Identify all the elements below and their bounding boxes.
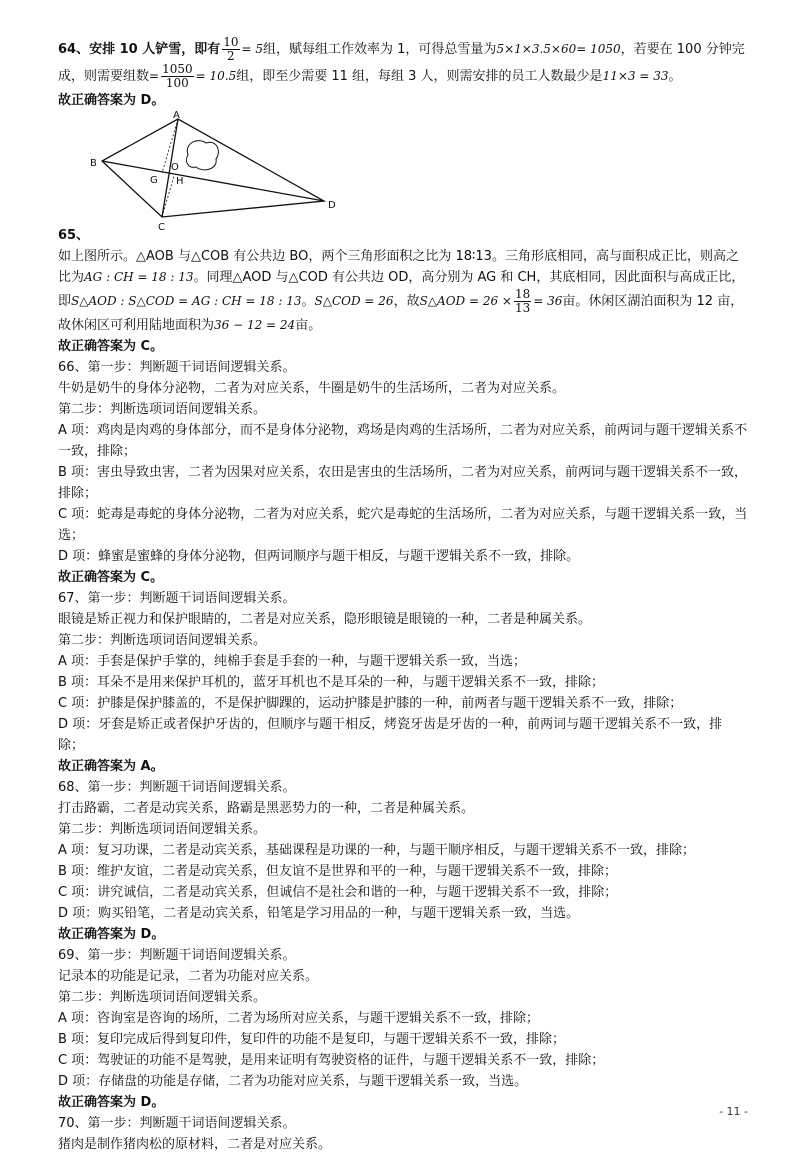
quadrilateral-diagram [88, 113, 348, 225]
q67-option-b: B 项：耳朵不是用来保护耳机的，蓝牙耳机也不是耳朵的一种，与题干逻辑关系不一致，排除； [58, 675, 605, 690]
q69-option-a: A 项：咨询室是咨询的场所，二者为场所对应关系，与题干逻辑关系不一致，排除； [58, 1011, 540, 1026]
q65-answer: 故正确答案为 C。 [58, 339, 164, 354]
q65-formula-area-ratio: S△AOD : S△COD = AG : CH = 18 : 13 [71, 294, 302, 308]
page-number: - 11 - [719, 1105, 748, 1118]
q66-line: 第二步：判断选项词语间逻辑关系。 [58, 402, 267, 417]
label-o: O [171, 162, 179, 173]
q69-option-c: C 项：驾驶证的功能不是驾驶，是用来证明有驾驶资格的证件，与题干逻辑关系不一致，排除； [58, 1053, 605, 1068]
q69-line: 记录本的功能是记录，二者为功能对应关系。 [58, 969, 319, 984]
q66-answer: 故正确答案为 C。 [58, 570, 164, 585]
q69-line: 69、第一步：判断题干词语间逻辑关系。 [58, 948, 296, 963]
q67-option-d: D 项：牙套是矫正或者保护牙齿的，但顺序与题干相反，烤瓷牙齿是牙齿的一种，前两词与题干逻辑关系不一致，排除； [58, 717, 723, 753]
lake-shape [186, 141, 218, 170]
q69-option-b: B 项：复印完成后得到复印件，复印件的功能不是复印，与题干逻辑关系不一致，排除； [58, 1032, 566, 1047]
q67-line: 第二步：判断选项词语间逻辑关系。 [58, 633, 267, 648]
q64-text: 64、安排 10 人铲雪，即有 $\frac{10}{2}$ = 5组，赋每组工作效率为 1，可得总雪量为5×1×3.5×60= 1050，若要在 100 分钟完成，则需要组数= $\frac{1050}{100}$ = 10.5组，即至少需要 11 组，每组 3 人，则需安排的员工人数最少是11×3 = 33。 [58, 35, 745, 90]
q69-line: 第二步：判断选项词语间逻辑关系。 [58, 990, 267, 1005]
q68-line: 68、第一步：判断题干词语间逻辑关系。 [58, 780, 296, 795]
q68-option-a: A 项：复习功课，二者是动宾关系，基础课程是功课的一种，与题干顺序相反，与题干逻辑关系不一致，排除； [58, 843, 696, 858]
q67-option-a: A 项：手套是保护手掌的，纯棉手套是手套的一种，与题干逻辑关系一致，当选； [58, 654, 527, 669]
q65-fraction: $\frac{18}{13}$ [514, 287, 531, 315]
q68-option-c: C 项：讲究诚信，二者是动宾关系，但诚信不是社会和谐的一种，与题干逻辑关系不一致，排除； [58, 885, 618, 900]
q64-fraction-1: $\frac{10}{2}$ [223, 35, 239, 63]
q64-lead: 64、安排 10 人铲雪，即有 [58, 42, 221, 57]
label-b: B [90, 158, 97, 169]
q69-answer: 故正确答案为 D。 [58, 1095, 165, 1110]
q64-answer: 故正确答案为 D。 [58, 93, 165, 108]
answer-content [58, 36, 748, 1155]
q67-line: 眼镜是矫正视力和保护眼睛的，二者是对应关系，隐形眼镜是眼镜的一种，二者是种属关系。 [58, 612, 592, 627]
q64-formula-people: 11×3 = 33 [602, 69, 669, 83]
label-g: G [150, 175, 158, 186]
q70-line: 猪肉是制作猪肉松的原材料，二者是对应关系。 [58, 1137, 332, 1152]
q68-line: 打击路霸，二者是动宾关系，路霸是黑恶势力的一种，二者是种属关系。 [58, 801, 475, 816]
q66-option-b: B 项：害虫导致虫害，二者为因果对应关系，农田是害虫的生活场所，二者为对应关系，前两词与题干逻辑关系不一致，排除； [58, 465, 748, 501]
q68-option-d: D 项：购买铅笔，二者是动宾关系，铅笔是学习用品的一种，与题干逻辑关系一致，当选。 [58, 906, 580, 921]
q66-option-d: D 项：蜂蜜是蜜蜂的身体分泌物，但两词顺序与题干相反，与题干逻辑关系不一致，排除。 [58, 549, 580, 564]
q66-option-a: A 项：鸡肉是肉鸡的身体部分，而不是身体分泌物，鸡场是肉鸡的生活场所，二者为对应关系，前两词与题干逻辑关系不一致，排除； [58, 423, 748, 459]
q68-line: 第二步：判断选项词语间逻辑关系。 [58, 822, 267, 837]
q65-number: 65、 [58, 228, 90, 243]
label-a: A [173, 110, 180, 121]
q68-option-b: B 项：维护友谊，二者是动宾关系，但友谊不是世界和平的一种，与题干逻辑关系不一致，排除； [58, 864, 618, 879]
quadrilateral-outline [102, 119, 324, 217]
q67-answer: 故正确答案为 A。 [58, 759, 164, 774]
q67-option-c: C 项：护膝是保护膝盖的，不是保护脚踝的，运动护膝是护膝的一种，前两者与题干逻辑关系不一致，排除； [58, 696, 683, 711]
q66-line: 66、第一步：判断题干词语间逻辑关系。 [58, 360, 296, 375]
q69-option-d: D 项：存储盘的功能是存储，二者为功能对应关系，与题干逻辑关系一致，当选。 [58, 1074, 528, 1089]
q66-line: 牛奶是奶牛的身体分泌物，二者为对应关系，牛圈是奶牛的生活场所，二者为对应关系。 [58, 381, 566, 396]
label-h: H [176, 176, 184, 187]
q68-answer: 故正确答案为 D。 [58, 927, 165, 942]
label-d: D [328, 200, 336, 211]
q64-fraction-2: $\frac{1050}{100}$ [162, 62, 193, 90]
q70-line: 70、第一步：判断题干词语间逻辑关系。 [58, 1116, 296, 1131]
q64-formula-total: 5×1×3.5×60= 1050 [496, 42, 621, 56]
label-c: C [158, 222, 165, 233]
q65-formula-ratio: AG : CH = 18 : 13 [84, 270, 194, 284]
q67-line: 67、第一步：判断题干词语间逻辑关系。 [58, 591, 296, 606]
q65-text: 如上图所示。△AOB 与△COB 有公共边 BO，两个三角形面积之比为 18∶13。三角形底相同，高与面积成正比，则高之比为AG : CH = 18 : 13。同理△AOD 与△COD 有公共边 OD，高分别为 AG 和 CH，其底相同，因此面积与高成正比，即S△AOD : S△COD = AG : CH = 18 : 13。S△COD = 26，故S△AOD = 26 × $\frac{18}{13}$ = 36亩。休闲区湖泊面积为 12 亩，故休闲区可利用陆地面积为36 − 12 = 24亩。 [58, 249, 745, 333]
q66-option-c: C 项：蛇毒是毒蛇的身体分泌物，二者为对应关系，蛇穴是毒蛇的生活场所，二者为对应关系，与题干逻辑关系一致，当选； [58, 507, 748, 543]
quadrilateral-figure [88, 110, 348, 233]
